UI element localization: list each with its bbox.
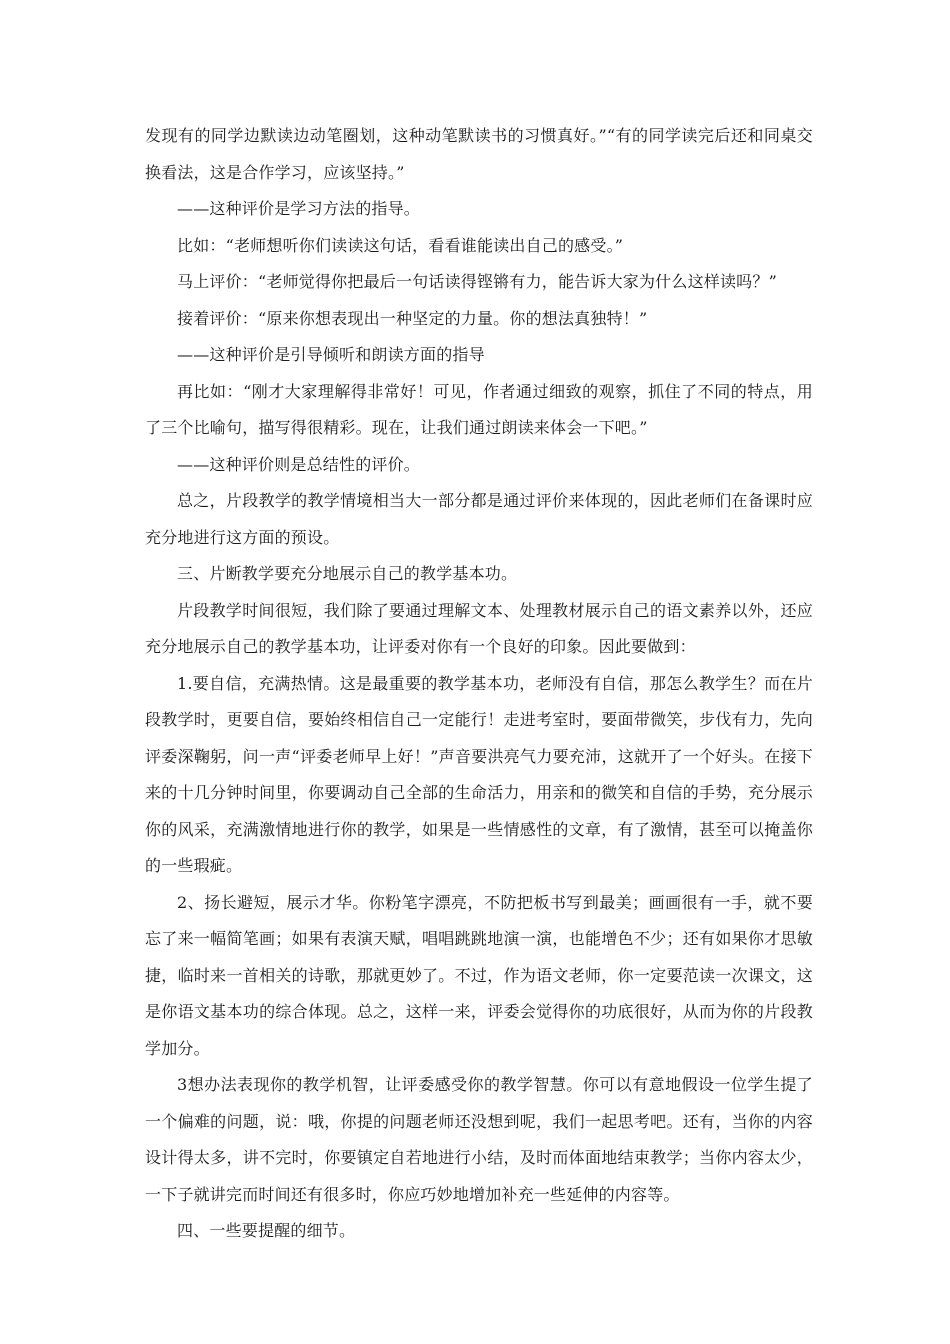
paragraph-9: 总之，片段教学的教学情境相当大一部分都是通过评价来体现的，因此老师们在备课时应充分地进行这方面的预设。 [145,491,813,547]
document-body [145,118,813,1250]
section-heading-4: 四、一些要提醒的细节。 [177,1221,356,1240]
paragraph-11: 片段教学时间很短，我们除了要通过理解文本、处理教材展示自己的语文素养以外，还应充分地展示自己的教学基本功，让评委对你有一个良好的印象。因此要做到： [145,600,813,656]
section-heading-3: 三、片断教学要充分地展示自己的教学基本功。 [177,564,518,583]
paragraph-7: 再比如：“刚才大家理解得非常好！可见，作者通过细致的观察，抓住了不同的特点，用了三个比喻句，描写得很精彩。现在，让我们通过朗读来体会一下吧。” [145,381,813,437]
list-item-3: 3想办法表现你的教学机智，让评委感受你的教学智慧。你可以有意地假设一位学生提了一个偏难的问题，说：哦，你提的问题老师还没想到呢，我们一起思考吧。还有，当你的内容设计得太多，讲不完时，你要镇定自若地进行小结，及时而体面地结束教学；当你内容太少，一下子就讲完而时间还有很多时，你应巧妙地增加补充一些延伸的内容等。 [145,1075,813,1204]
paragraph-5: 接着评价：“原来你想表现出一种坚定的力量。你的想法真独特！” [177,308,648,328]
list-item-2: 2、扬长避短，展示才华。你粉笔字漂亮，不防把板书写到最美；画画很有一手，就不要忘了来一幅简笔画；如果有表演天赋，唱唱跳跳地演一演，也能增色不少；还有如果你才思敏捷，临时来一首相关的诗歌，那就更妙了。不过，作为语文老师，你一定要范读一次课文，这是你语文基本功的综合体现。总之，这样一来，评委会觉得你的功底很好，从而为你的片段教学加分。 [145,892,813,1058]
paragraph-4: 马上评价：“老师觉得你把最后一句话读得铿锵有力，能告诉大家为什么这样读吗？” [177,272,777,291]
paragraph-2: ——这种评价是学习方法的指导。 [177,199,421,218]
paragraph-3: 比如：“老师想听你们读读这句话，看看谁能读出自己的感受。” [177,235,624,255]
paragraph-1: 发现有的同学边默读边动笔圈划，这种动笔默读书的习惯真好。”“有的同学读完后还和同桌交换看法，这是合作学习，应该坚持。” [145,126,813,182]
list-item-1: 1.要自信，充满热情。这是最重要的教学基本功，老师没有自信，那怎么教学生？而在片段教学时，更要自信，要始终相信自己一定能行！走进考室时，要面带微笑，步伐有力，先向评委深鞠躬，问一声“评委老师早上好！”声音要洪亮气力要充沛，这就开了一个好头。在接下来的十几分钟时间里，你要调动自己全部的生命活力，用亲和的微笑和自信的手势，充分展示你的风采，充满激情地进行你的教学，如果是一些情感性的文章，有了激情，甚至可以掩盖你的一些瑕疵。 [145,673,813,875]
paragraph-8: ——这种评价则是总结性的评价。 [177,454,421,474]
paragraph-6: ——这种评价是引导倾听和朗读方面的指导 [177,345,485,364]
